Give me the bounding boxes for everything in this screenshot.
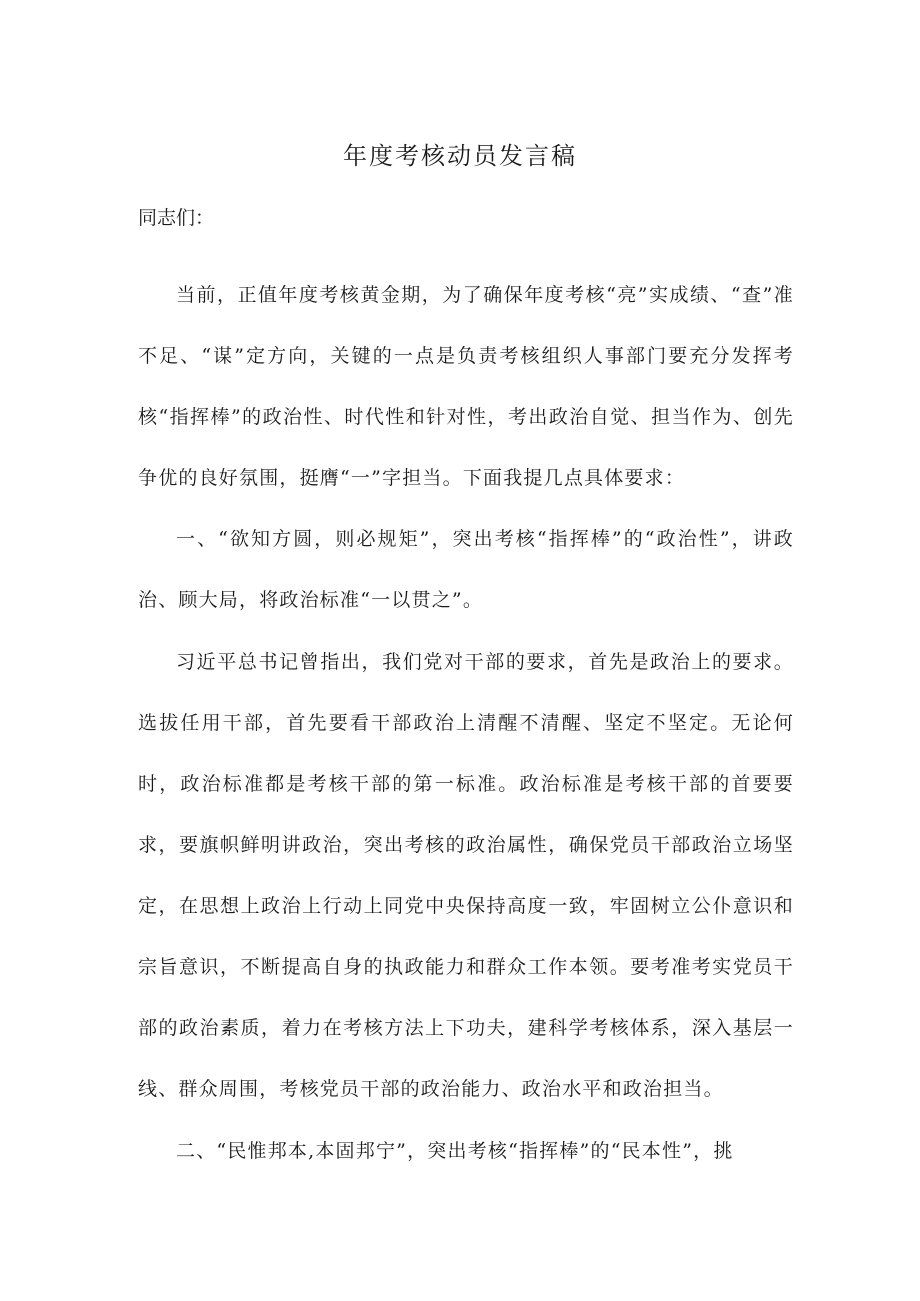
- paragraph-political-standard: 习近平总书记曾指出，我们党对干部的要求，首先是政治上的要求。选拔任用干部，首先要看干部政治上清醒不清醒、坚定不坚定。无论何时，政治标准都是考核干部的第一标准。政治标准是考核干部的首要要求，要旗帜鲜明讲政治，突出考核的政治属性，确保党员干部政治立场坚定，在思想上政治上行动上同党中央保持高度一致，牢固树立公仆意识和宗旨意识，不断提高自身的执政能力和群众工作本领。要考准考实党员干部的政治素质，着力在考核方法上下功夫，建科学考核体系，深入基层一线、群众周围，考核党员干部的政治能力、政治水平和政治担当。: [138, 651, 794, 1100]
- section-heading-two: 二、“民惟邦本,本固邦宁”，突出考核“指挥棒”的“民本性”，挑: [176, 1140, 734, 1162]
- paragraph-intro: 当前，正值年度考核黄金期，为了确保年度考核“亮”实成绩、“查”准不足、“谋”定方向，关键的一点是负责考核组织人事部门要充分发挥考核“指挥棒”的政治性、时代性和针对性，考出政治自觉、担当作为、创先争优的良好氛围，挺膺“一”字担当。下面我提几点具体要求：: [138, 284, 794, 489]
- section-heading-one: 一、“欲知方圆，则必规矩”，突出考核“指挥棒”的“政治性”，讲政治、顾大局，将政治标准“一以贯之”。: [138, 528, 794, 611]
- salutation: 同志们：: [138, 207, 215, 229]
- document-title: 年度考核动员发言稿: [343, 142, 577, 170]
